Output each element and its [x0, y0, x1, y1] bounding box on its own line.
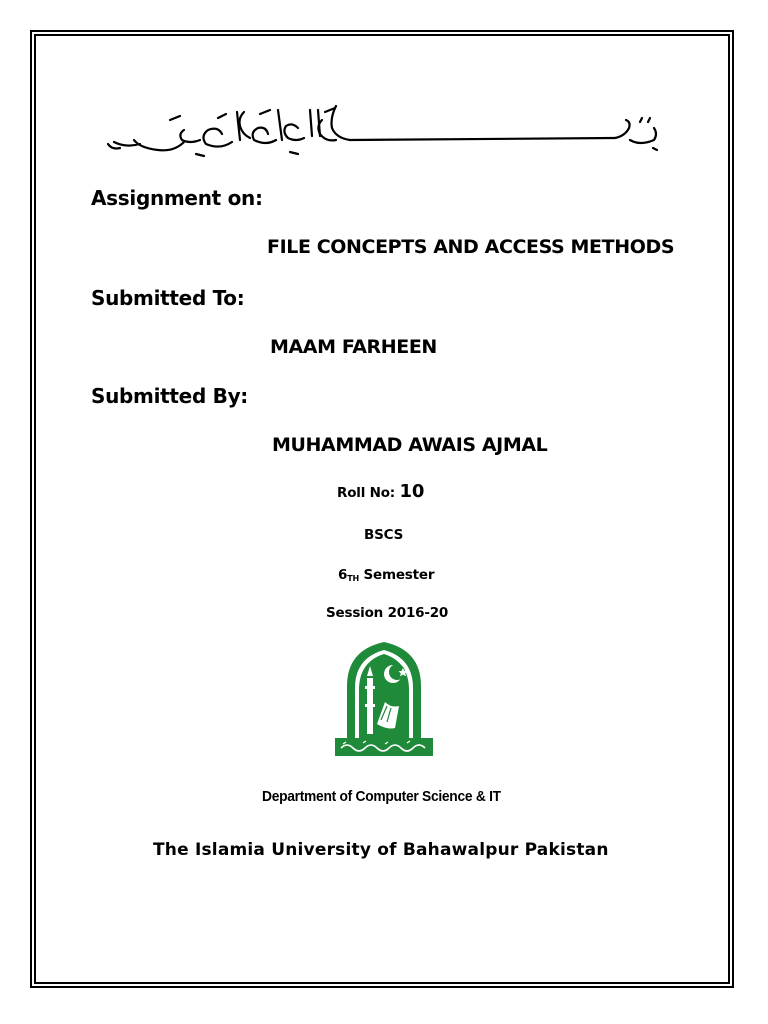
department-name: Department of Computer Science & IT	[262, 788, 501, 805]
university-crest-icon	[333, 640, 435, 758]
roll-label: Roll No:	[337, 485, 395, 501]
semester-suffix: TH	[347, 574, 359, 583]
submitted-to-name: MAAM FARHEEN	[270, 336, 437, 358]
university-name: The Islamia University of Bahawalpur Pakistan	[153, 840, 609, 860]
assignment-title: FILE CONCEPTS AND ACCESS METHODS	[267, 236, 675, 258]
roll-number	[337, 481, 424, 502]
semester-number: 6	[338, 567, 348, 583]
program: BSCS	[364, 527, 404, 543]
submitted-by-label: Submitted By:	[91, 384, 248, 408]
session: Session 2016-20	[326, 605, 449, 621]
semester-word: Semester	[363, 567, 435, 583]
submitted-to-label: Submitted To:	[91, 286, 245, 310]
roll-value: 10	[399, 481, 425, 502]
assignment-label: Assignment on:	[91, 186, 263, 210]
bismillah-calligraphy	[100, 100, 670, 160]
semester	[338, 567, 434, 583]
submitted-by-name: MUHAMMAD AWAIS AJMAL	[272, 434, 548, 456]
